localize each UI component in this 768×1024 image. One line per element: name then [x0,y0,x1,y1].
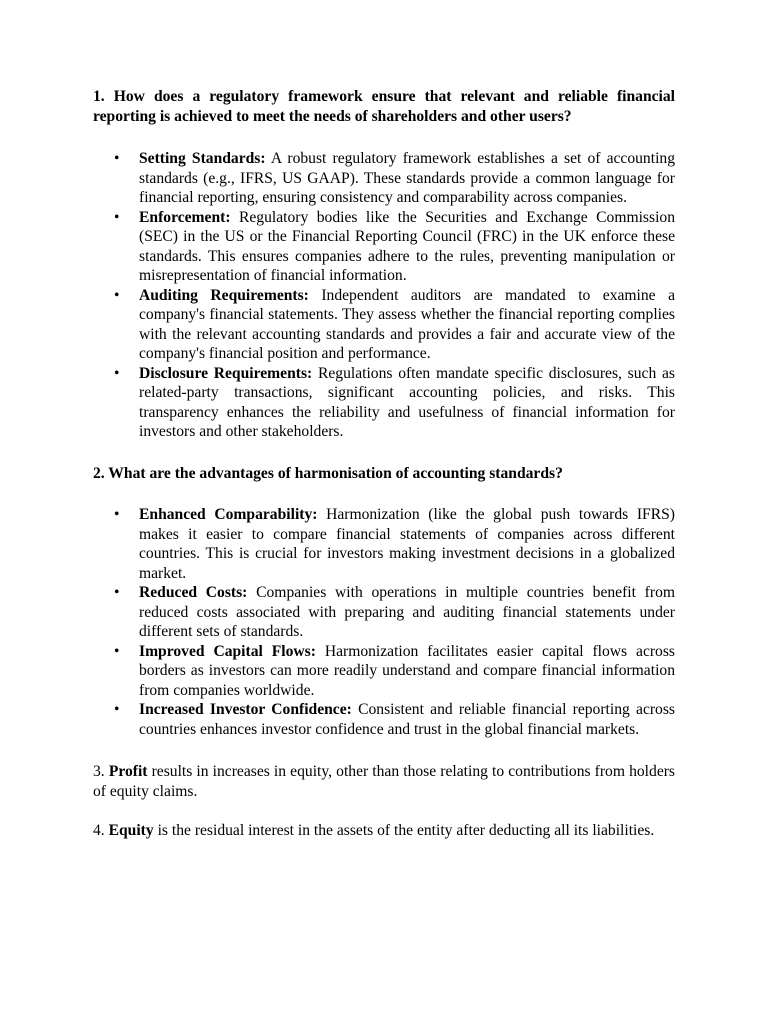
question-1-heading: 1. How does a regulatory framework ensure that relevant and reliable financial reporting is achieved to meet the needs of shareholders and other users? [93,88,675,125]
question-2-heading: 2. What are the advantages of harmonisation of accounting standards? [93,464,563,482]
item-text: Harmonization facilitates easier capital flows across borders as investors can more readily understand and compare financial information from companies worldwide. [139,642,675,699]
item-term: Auditing Requirements: [139,286,309,304]
list-item [93,700,675,739]
list-item [93,583,675,642]
item-text: Companies with operations in multiple countries benefit from reduced costs associated with preparing and auditing financial statements under different sets of standards. [139,584,675,640]
definition-text: is the residual interest in the assets of the entity after deducting all its liabilities. [153,822,655,839]
list-item [93,149,675,208]
item-text: Harmonization (like the global push towards IFRS) makes it easier to compare financial statements of companies across different countries. This is crucial for investors making investment decisions in a globalized market. [139,506,675,582]
list-item [93,286,675,364]
question-1-answer-list [93,149,675,442]
item-text: Consistent and reliable financial reporting across countries enhances investor confidence and trust in the global financial markets. [139,701,675,738]
question-2-answer-list [93,505,675,739]
list-item [93,642,675,701]
definition-number: 4. [93,822,109,839]
item-term: Enhanced Comparability: [139,506,318,523]
item-term: Enforcement: [139,208,231,226]
item-text: Regulatory bodies like the Securities and Exchange Commission (SEC) in the US or the Financial Reporting Council (FRC) in the UK enforce these standards. This ensures companies adhere to the rules, preventing manipulation or misrepresentation of financial information. [139,208,675,284]
item-text: A robust regulatory framework establishes a set of accounting standards (e.g., IFRS, US GAAP). These standards provide a common language for financial reporting, ensuring consistency and comparability across companies. [139,150,675,206]
definition-term: Profit [108,763,148,780]
list-item [93,364,675,442]
definition-text: results in increases in equity, other than those relating to contributions from holders of equity claims. [93,763,675,800]
definition-term: Equity [108,822,154,839]
item-term: Increased Investor Confidence: [139,701,352,718]
item-term: Reduced Costs: [139,584,248,601]
list-item [93,505,675,583]
item-term: Improved Capital Flows: [139,642,316,660]
list-item [93,208,675,286]
definition-equity [93,821,675,841]
definition-profit [93,762,675,801]
item-text: Independent auditors are mandated to examine a company's financial statements. They assess whether the financial reporting complies with the relevant accounting standards and provides a fair and accurate view of the company's financial position and performance. [139,286,675,362]
item-text: Regulations often mandate specific disclosures, such as related-party transactions, significant accounting policies, and risks. This transparency enhances the reliability and usefulness of financial information for investors and other stakeholders. [139,364,675,440]
item-term: Disclosure Requirements: [139,364,313,382]
item-term: Setting Standards: [139,150,266,167]
definition-number: 3. [93,763,109,780]
